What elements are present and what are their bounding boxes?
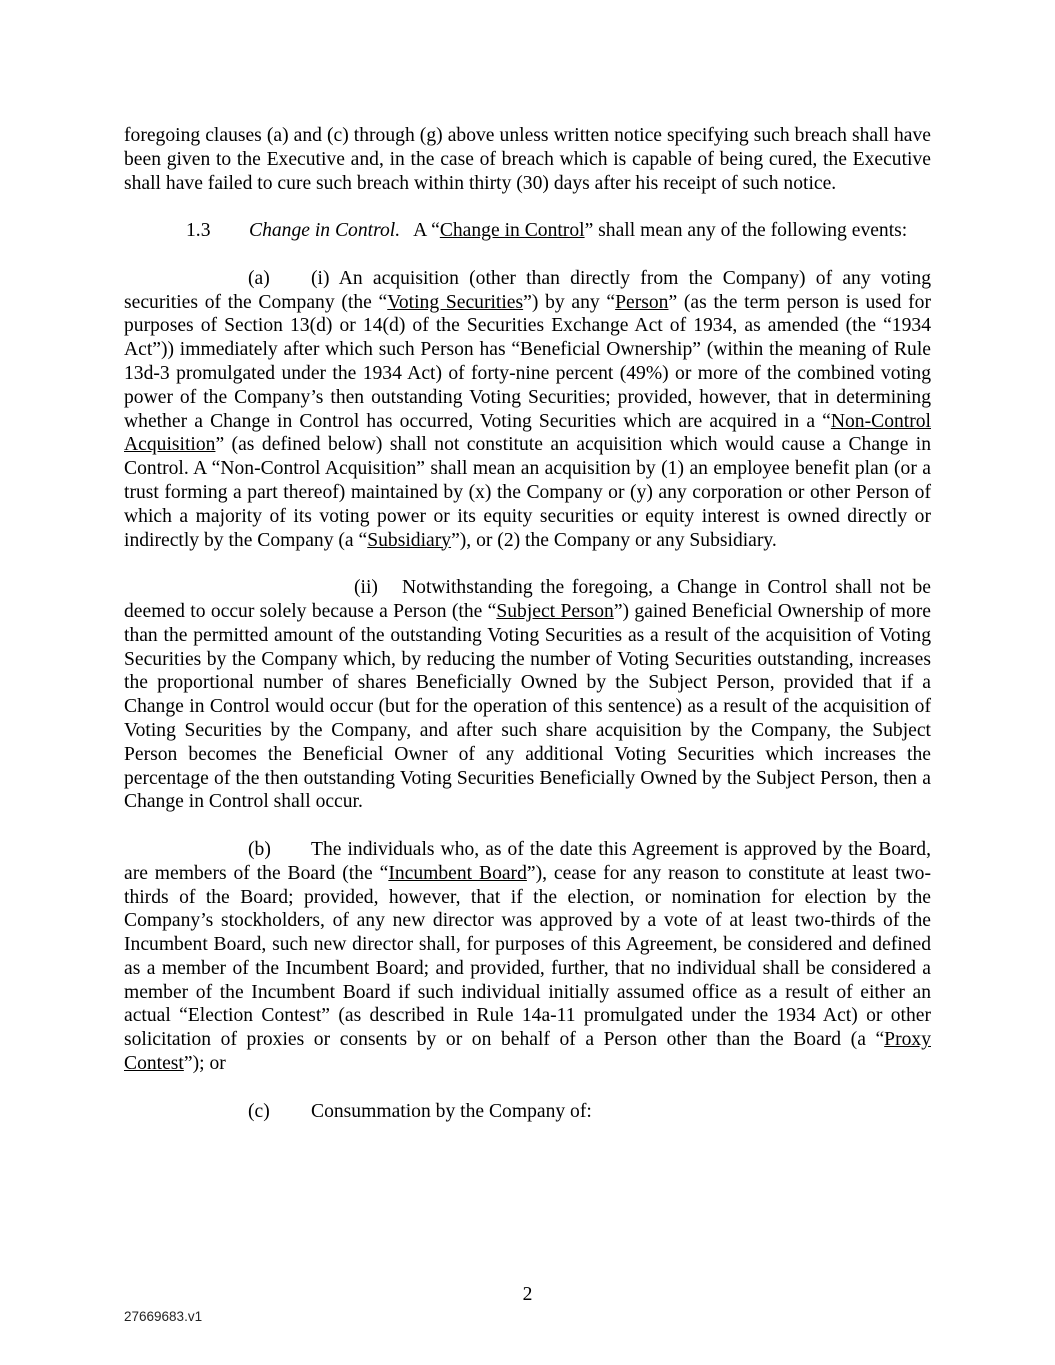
section-number: 1.3	[186, 220, 211, 242]
document-page	[124, 124, 931, 1123]
section-heading	[124, 219, 931, 243]
defined-term-proxy-contest: Proxy Contest	[124, 1029, 931, 1075]
section-intro-post: ” shall mean any of the following events:	[584, 220, 908, 242]
clause-a-i	[124, 267, 931, 553]
clause-a-text-2: ”) by any “	[523, 291, 616, 313]
document-id: 27669683.v1	[124, 1309, 203, 1324]
section-title: Change in Control.	[249, 220, 401, 242]
clause-a-i-label: (i)	[311, 267, 330, 289]
defined-term-subject-person: Subject Person	[496, 600, 614, 622]
section-intro	[413, 219, 907, 243]
section-intro-pre: A “	[413, 220, 440, 242]
clause-a-text-3: ” (as the term person is used for purposes of Section 13(d) or 14(d) of the Securities Exchange Act of 1934, as amended (the “1934 Act”)) immediately after which such Person has “Beneficial Ownership” (within the meaning of Rule 13d-3 promulgated under the 1934 Act) of forty-nine percent (49%) or more of the combined voting power of the Company’s then outstanding Voting Securities; provided, however, that in determining whether a Change in Control has occurred, Voting Securities which are acquired in a “	[124, 291, 931, 432]
defined-term-non-control-acquisition: Non-Control Acquisition	[124, 410, 931, 456]
clause-a-ii-text-2: ”) gained Beneficial Ownership of more than the permitted amount of the outstanding Voting Securities as a result of the acquisition of Voting Securities by the Company which, by reducing the number of Voting Securities outstanding, increases the proportional number of shares Beneficially Owned by the Subject Person, provided that if a Change in Control would occur (but for the operation of this sentence) as a result of the acquisition of Voting Securities by the Company, and after such share acquisition by the Company, the Subject Person becomes the Beneficial Owner of any additional Voting Securities which increases the percentage of the then outstanding Voting Securities Beneficially Owned by the Subject Person, then a Change in Control shall occur.	[124, 600, 932, 813]
defined-term-voting-securities: Voting Securities	[387, 291, 524, 313]
clause-a-text-4: ” (as defined below) shall not constitute an acquisition which would cause a Change in Control. A “Non-Control Acquisition” shall mean an acquisition by (1) an employee benefit plan (or a trust forming a part thereof) maintained by (x) the Company or (y) any corporation or other Person of which a majority of its voting power or its equity securities or equity interest is owned directly or indirectly by the Company (a “	[124, 434, 931, 551]
clause-a-ii	[124, 576, 931, 814]
defined-term-incumbent-board: Incumbent Board	[388, 862, 527, 884]
clause-a-ii-label: (ii)	[354, 577, 378, 599]
clause-a-text-1: An acquisition (other than directly from the Company) of any voting securities of the Company (the “	[124, 267, 931, 313]
clause-b-text-3: ”); or	[183, 1053, 226, 1075]
clause-c	[124, 1100, 931, 1124]
clause-b-text-1: The individuals who, as of the date this Agreement is approved by the Board, are members of the Board (the “	[124, 838, 931, 884]
clause-a-label: (a)	[248, 267, 270, 289]
clause-c-text: Consummation by the Company of:	[311, 1100, 592, 1122]
defined-term-change-in-control: Change in Control	[439, 220, 585, 242]
clause-a-ii-text-1: Notwithstanding the foregoing, a Change in Control shall not be deemed to occur solely because a Person (the “	[124, 577, 931, 622]
clause-b-text-2: ”), cease for any reason to constitute at least two-thirds of the Board; provided, however, that if the election, or nomination for election by the Company’s stockholders, of any new director was approved by a vote of at least two-thirds of the Incumbent Board, such new director shall, for purposes of this Agreement, be considered and defined as a member of the Incumbent Board; and provided, further, that no individual shall be considered a member of the Incumbent Board if such individual initially assumed office as a result of either an actual “Election Contest” (as described in Rule 14a-11 promulgated under the 1934 Act) or other solicitation of proxies or consents by or on behalf of a Person other than the Board (a “	[124, 862, 932, 1051]
clause-b-label: (b)	[248, 838, 271, 860]
defined-term-person: Person	[615, 291, 669, 313]
clause-b	[124, 838, 931, 1076]
paragraph-breach-notice: foregoing clauses (a) and (c) through (g) above unless written notice specifying such breach shall have been given to the Executive and, in the case of breach which is capable of being cured, the Executive shall have failed to cure such breach within thirty (30) days after his receipt of such notice.	[124, 125, 931, 194]
clause-a-text-5: ”), or (2) the Company or any Subsidiary.	[451, 529, 777, 551]
defined-term-subsidiary: Subsidiary	[367, 529, 452, 551]
page-number: 2	[522, 1284, 533, 1305]
clause-c-label: (c)	[248, 1100, 270, 1122]
